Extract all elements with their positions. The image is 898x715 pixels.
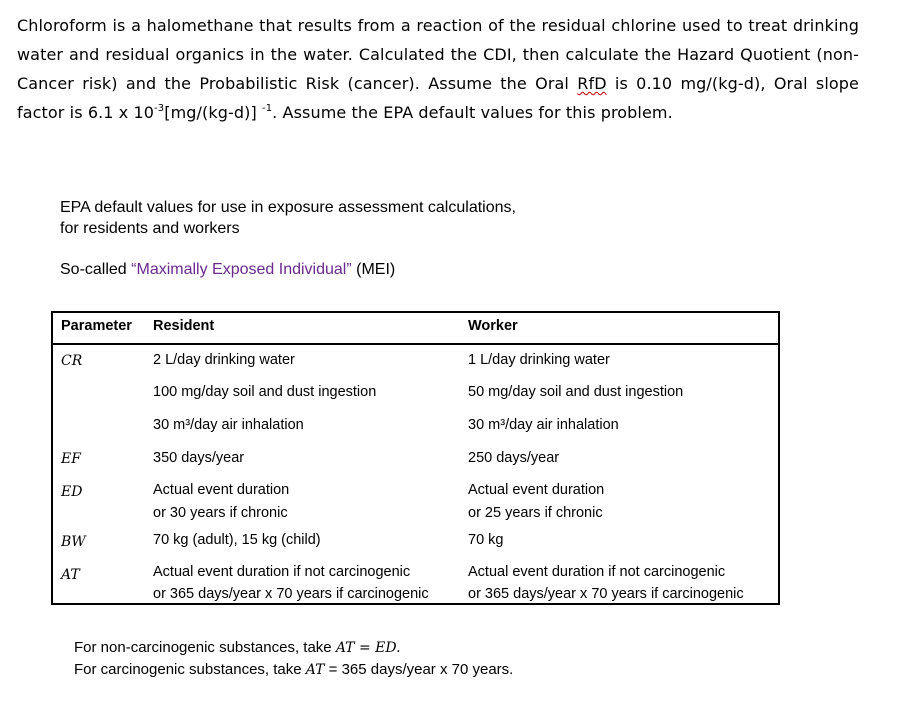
note-2-formula: AT [305,662,325,678]
figure-heading [60,197,516,239]
header-parameter: Parameter [61,318,132,334]
worker-ed-2: or 25 years if chronic [468,505,603,521]
param-ef: EF [61,451,81,467]
param-bw: BW [61,534,86,550]
resident-bw: 70 kg (adult), 15 kg (child) [153,532,321,548]
note-1-text: For non-carcinogenic substances, take [74,639,336,656]
epa-defaults-table [51,311,780,605]
resident-at-1: Actual event duration if not carcinogenic [153,564,411,580]
note-2-text: For carcinogenic substances, take [74,661,306,678]
resident-at-2: or 365 days/year x 70 years if carcinogenic [153,586,429,602]
resident-ef: 350 days/year [153,450,245,466]
resident-cr-3: 30 m³/day air inhalation [153,417,304,433]
mei-quoted: “Maximally Exposed Individual” [131,261,352,278]
worker-cr-1: 1 L/day drinking water [468,352,610,368]
resident-ed-1: Actual event duration [153,482,290,498]
param-at: AT [61,567,80,583]
figure-heading-line-2: for residents and workers [60,220,240,237]
rfd-term: RfD [577,74,607,93]
param-cr: CR [61,353,83,369]
exponent-2: -1 [262,102,273,114]
param-ed: ED [61,484,83,500]
notes [74,637,513,681]
worker-bw: 70 kg [468,532,504,548]
exponent-1: -3 [154,102,165,114]
resident-ed-2: or 30 years if chronic [153,505,288,521]
note-non-carcinogenic [74,637,513,659]
note-2-suffix: = 365 days/year x 70 years. [324,661,514,678]
mei-caption [60,261,395,279]
note-1-formula: AT = ED. [335,640,401,656]
problem-text-4: . Assume the EPA default values for this problem. [272,103,673,122]
header-divider [53,343,778,345]
mei-prefix: So-called [60,261,132,278]
worker-at-2: or 365 days/year x 70 years if carcinogenic [468,586,744,602]
worker-cr-2: 50 mg/day soil and dust ingestion [468,384,684,400]
mei-suffix: (MEI) [351,261,396,278]
worker-at-1: Actual event duration if not carcinogenic [468,564,726,580]
header-worker: Worker [468,318,518,334]
worker-cr-3: 30 m³/day air inhalation [468,417,619,433]
figure-heading-line-1: EPA default values for use in exposure assessment calculations, [60,199,516,216]
problem-text-2: is 0.10 mg/(kg-d), Oral slope factor is 6.1 x 10 [17,74,859,122]
worker-ef: 250 days/year [468,450,560,466]
problem-text-1: Chloroform is a halomethane that results from a reaction of the residual chlorine used to treat drinking water and residual organics in the water. Calculated the CDI, then calculate the Hazard Quotient (non-Cancer risk) and the Probabilistic Risk (cancer). Assume the Oral [17,16,859,93]
problem-text-3: [mg/(kg-d)] [164,103,262,122]
problem-statement [17,11,859,127]
header-resident: Resident [153,318,215,334]
resident-cr-1: 2 L/day drinking water [153,352,295,368]
note-carcinogenic [74,659,513,681]
resident-cr-2: 100 mg/day soil and dust ingestion [153,384,377,400]
worker-ed-1: Actual event duration [468,482,605,498]
